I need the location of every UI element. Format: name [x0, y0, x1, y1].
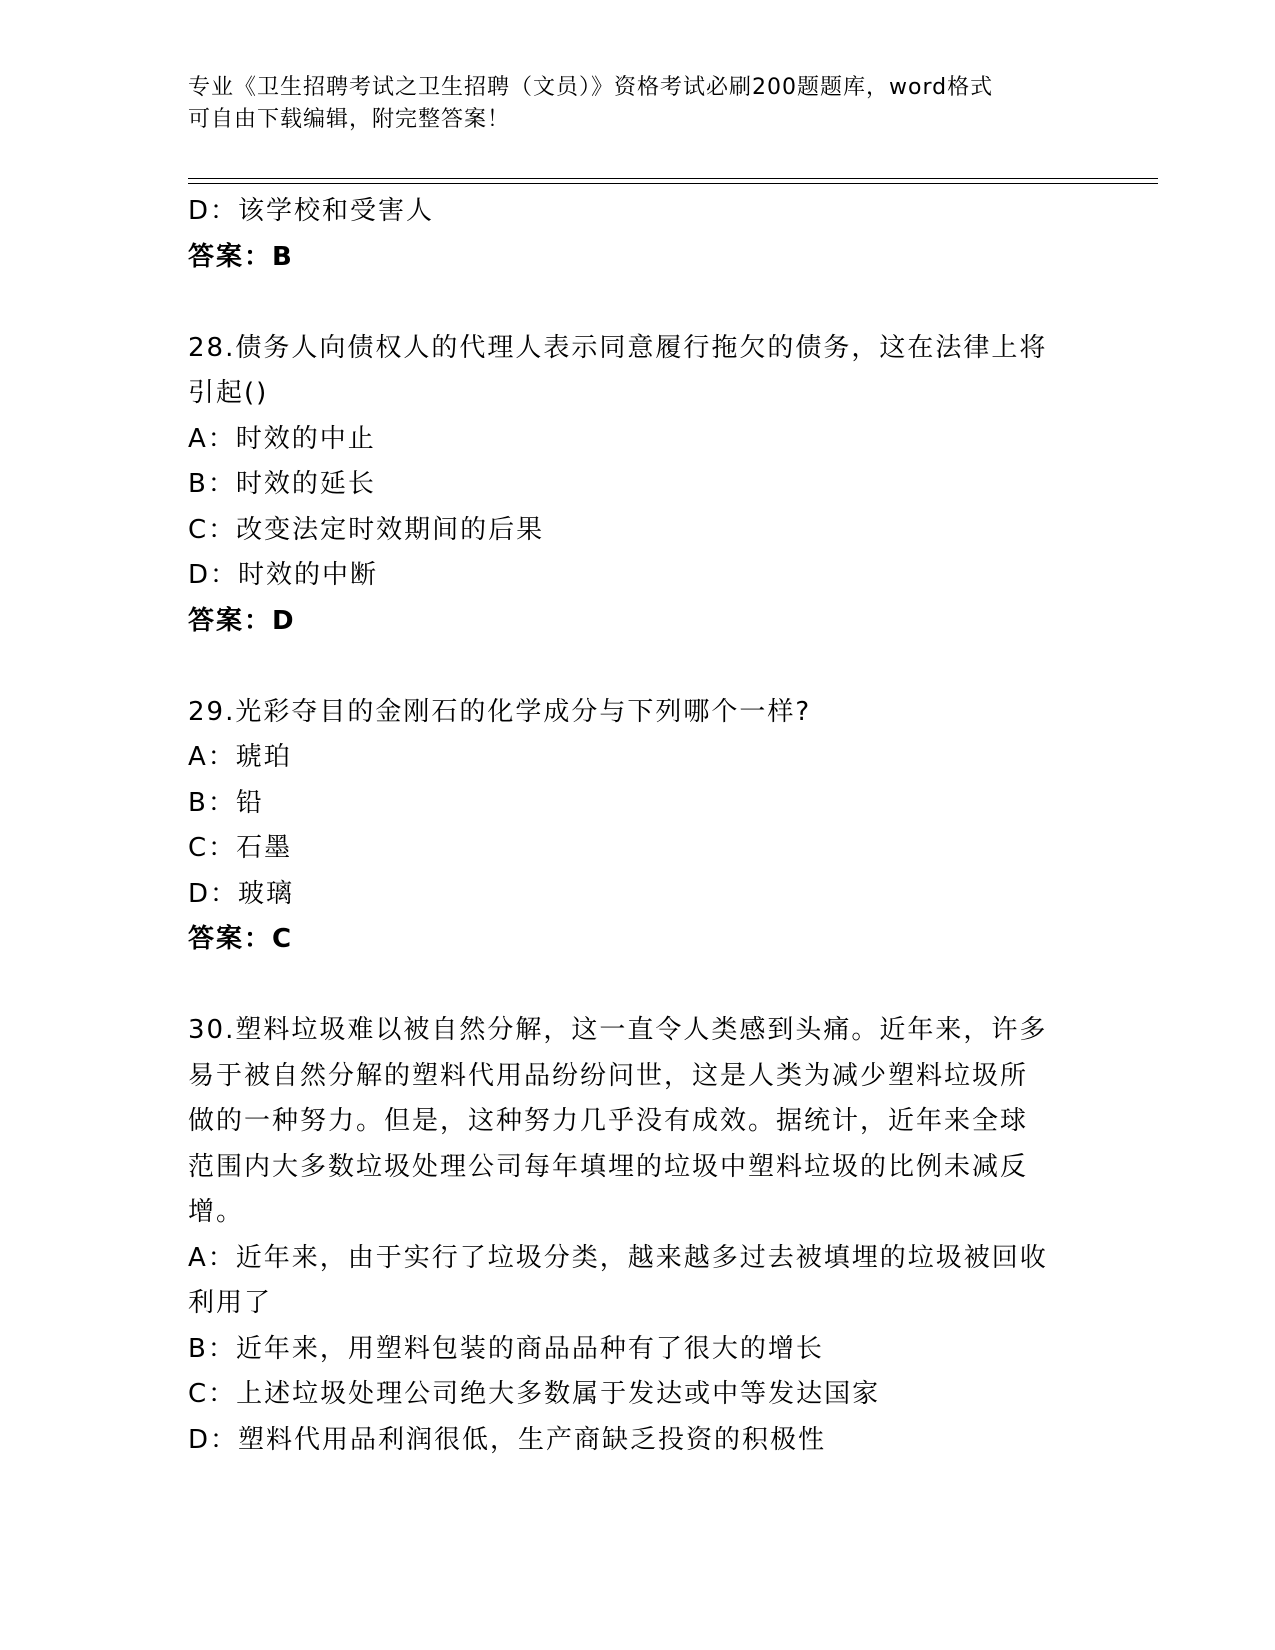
q29-option-c: C：石墨: [188, 833, 293, 863]
q28-stem-line-1: 28.债务人向债权人的代理人表示同意履行拖欠的债务，这在法律上将: [188, 332, 1048, 363]
q30-stem-line-1: 30.塑料垃圾难以被自然分解，这一直令人类感到头痛。近年来，许多: [188, 1015, 1048, 1045]
spacer: [188, 280, 1088, 326]
q29-option-a: A：琥珀: [188, 742, 292, 772]
prev-answer: 答案：B: [188, 241, 294, 272]
q30-option-c: C：上述垃圾处理公司绝大多数属于发达或中等发达国家: [188, 1379, 881, 1409]
document-body: [188, 189, 1088, 1463]
q28-option-c: C：改变法定时效期间的后果: [188, 514, 545, 545]
q28-answer: 答案：D: [188, 605, 296, 636]
q29-stem: 29.光彩夺目的金刚石的化学成分与下列哪个一样?: [188, 696, 812, 727]
q28-option-b: B：时效的延长: [188, 469, 376, 499]
question-28: [188, 326, 1088, 645]
q30-stem-line-4: 范围内大多数垃圾处理公司每年填埋的垃圾中塑料垃圾的比例未减反: [188, 1151, 1029, 1182]
q30-option-a-line-2: 利用了: [188, 1288, 273, 1318]
header-line-2: 可自由下载编辑，附完整答案！: [188, 107, 511, 132]
q30-option-d: D：塑料代用品利润很低，生产商缺乏投资的积极性: [188, 1424, 827, 1455]
question-30: [188, 1008, 1088, 1463]
header-rule-bottom: [188, 183, 1158, 184]
header-line-1: 专业《卫生招聘考试之卫生招聘（文员）》资格考试必刷200题题库，word格式: [188, 75, 994, 100]
q28-option-a: A：时效的中止: [188, 423, 376, 454]
q29-answer: 答案：C: [188, 924, 294, 954]
question-29: [188, 690, 1088, 963]
q30-stem-line-2: 易于被自然分解的塑料代用品纷纷问世，这是人类为减少塑料垃圾所: [188, 1060, 1029, 1091]
q30-option-b: B：近年来，用塑料包装的商品品种有了很大的增长: [188, 1333, 824, 1364]
q30-stem-line-5: 增。: [188, 1197, 245, 1227]
spacer: [188, 963, 1088, 1009]
q28-option-d: D：时效的中断: [188, 560, 379, 590]
header-rule-top: [188, 178, 1158, 179]
q30-stem-line-3: 做的一种努力。但是，这种努力几乎没有成效。据统计，近年来全球: [188, 1106, 1029, 1136]
spacer: [188, 644, 1088, 690]
q29-option-d: D：玻璃: [188, 878, 295, 909]
page-header: [188, 72, 1088, 136]
prev-option-d: D：该学校和受害人: [188, 196, 435, 226]
q29-option-b: B：铅: [188, 787, 264, 818]
q28-stem-line-2: 引起(): [188, 378, 269, 408]
q30-option-a-line-1: A：近年来，由于实行了垃圾分类，越来越多过去被填埋的垃圾被回收: [188, 1242, 1048, 1273]
